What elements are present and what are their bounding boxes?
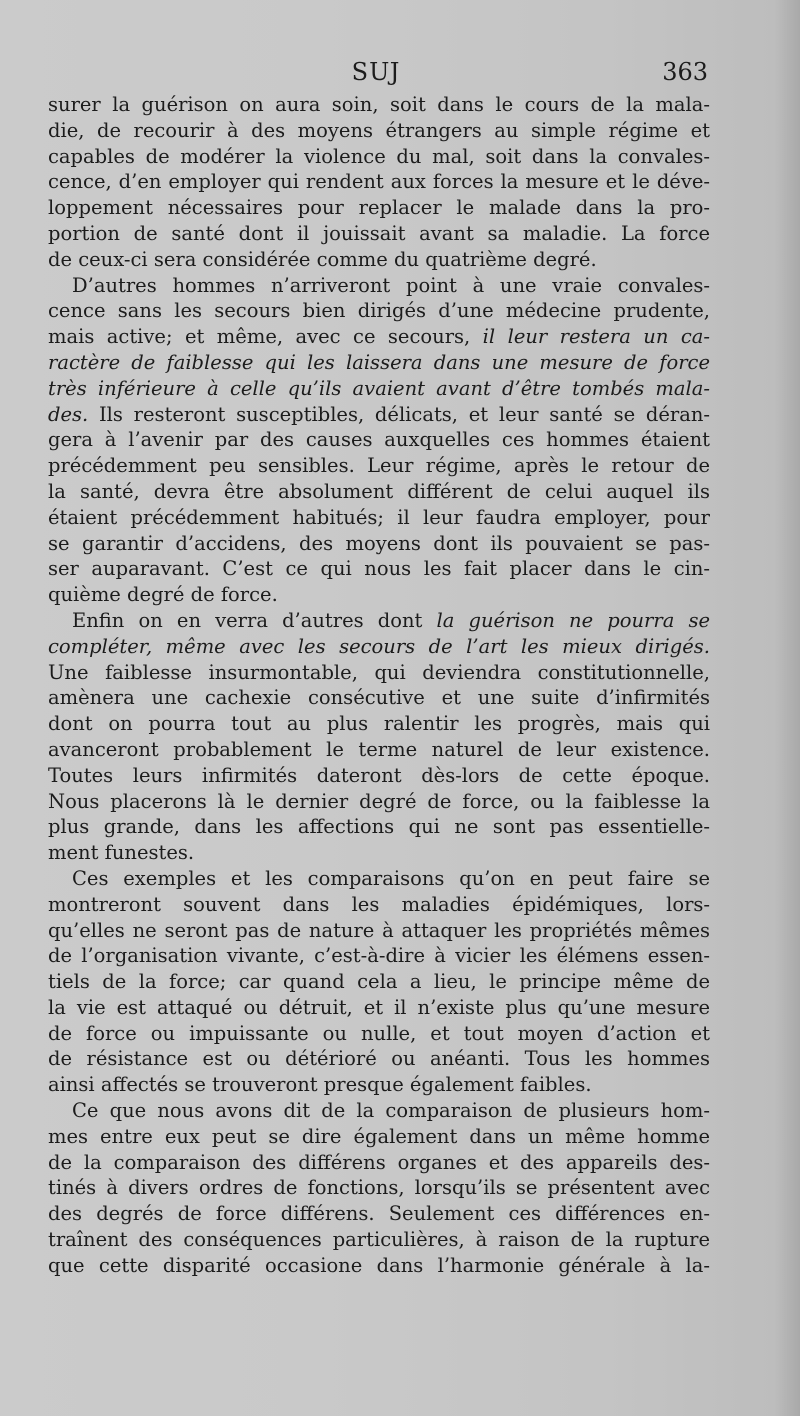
text-roman: cence, d’en employer qui rendent aux forces la mesure et le déve- <box>48 170 710 194</box>
text-line <box>48 789 710 815</box>
text-line <box>48 531 710 557</box>
text-roman: plus grande, dans les affections qui ne sont pas essentielle- <box>48 815 710 839</box>
text-line <box>48 453 710 479</box>
text-line <box>48 660 710 686</box>
text-line <box>48 427 710 453</box>
text-roman: précédemment peu sensibles. Leur régime, après le retour de <box>48 454 710 478</box>
text-line <box>48 995 710 1021</box>
running-head <box>44 58 708 90</box>
text-roman: ser auparavant. C’est ce qui nous les fait placer dans le cin- <box>48 557 710 581</box>
text-line <box>48 1227 710 1253</box>
text-italic: très inférieure à celle qu’ils avaient avant d’être tombés mala- <box>48 376 710 400</box>
text-roman: de ceux-ci sera considérée comme du quatrième degré. <box>48 247 597 271</box>
text-line <box>48 92 710 118</box>
text-roman: Une faiblesse insurmontable, qui deviendra constitutionnelle, <box>48 660 710 684</box>
text-line <box>48 840 710 866</box>
text-roman: de résistance est ou détérioré ou anéanti. Tous les hommes <box>48 1047 710 1071</box>
text-line <box>48 1175 710 1201</box>
text-roman: portion de santé dont il jouissait avant sa maladie. La force <box>48 221 710 245</box>
text-line <box>48 298 710 324</box>
text-roman: de la comparaison des différens organes et des appareils des- <box>48 1150 710 1174</box>
text-line <box>48 350 710 376</box>
text-line <box>48 608 710 634</box>
text-roman: ment funestes. <box>48 841 195 865</box>
text-roman: traînent des conséquences particulières, à raison de la rupture <box>48 1228 710 1252</box>
text-line <box>48 556 710 582</box>
text-roman: Ils resteront susceptibles, délicats, et leur santé se déran- <box>88 402 710 426</box>
text-roman: tiels de la force; car quand cela a lieu, le principe même de <box>48 970 710 994</box>
text-roman: avanceront probablement le terme naturel de leur existence. <box>48 737 710 761</box>
text-italic: la guérison ne pourra se <box>436 608 710 632</box>
text-roman: surer la guérison on aura soin, soit dans le cours de la mala- <box>48 93 710 116</box>
text-line <box>48 1253 710 1279</box>
text-roman: qu’elles ne seront pas de nature à attaquer les propriétés mêmes <box>48 918 710 942</box>
text-roman: capables de modérer la violence du mal, soit dans la convales- <box>48 144 710 168</box>
text-roman: mais active; et même, avec ce secours, <box>48 325 483 349</box>
text-roman: D’autres hommes n’arriveront point à une vraie convales- <box>72 273 710 297</box>
text-roman: mes entre eux peut se dire également dans un même homme <box>48 1124 710 1148</box>
text-roman: de force ou impuissante ou nulle, et tout moyen d’action et <box>48 1021 710 1045</box>
text-roman: étaient précédemment habitués; il leur faudra employer, pour <box>48 505 710 529</box>
text-line <box>48 634 710 660</box>
text-roman: de l’organisation vivante, c’est-à-dire à vicier les élémens essen- <box>48 944 710 968</box>
text-line <box>48 195 710 221</box>
text-roman: des degrés de force différens. Seulement ces différences en- <box>48 1202 710 1226</box>
text-line <box>48 711 710 737</box>
text-roman: amènera une cachexie consécutive et une suite d’infirmités <box>48 686 710 710</box>
text-roman: Nous placerons là le dernier degré de force, ou la faiblesse la <box>48 789 710 813</box>
text-roman: quième degré de force. <box>48 583 278 607</box>
text-line <box>48 376 710 402</box>
text-roman: ainsi affectés se trouveront presque également faibles. <box>48 1073 592 1097</box>
text-line <box>48 144 710 170</box>
text-line <box>48 1046 710 1072</box>
text-line <box>48 169 710 195</box>
text-line <box>48 1072 710 1098</box>
text-line <box>48 273 710 299</box>
text-roman: la santé, devra être absolument différent de celui auquel ils <box>48 479 710 503</box>
page-number: 363 <box>662 58 708 86</box>
text-line <box>48 943 710 969</box>
text-line <box>48 866 710 892</box>
text-line <box>48 892 710 918</box>
text-roman: se garantir d’accidens, des moyens dont ils pouvaient se pas- <box>48 531 710 555</box>
text-roman: la vie est attaqué ou détruit, et il n’existe plus qu’une mesure <box>48 995 710 1019</box>
running-title: SUJ <box>351 58 401 86</box>
text-line <box>48 814 710 840</box>
text-roman: Enfin on en verra d’autres dont <box>72 608 437 632</box>
text-roman: que cette disparité occasione dans l’harmonie générale à la- <box>48 1253 710 1277</box>
text-line <box>48 582 710 608</box>
text-italic: des. <box>48 402 89 426</box>
text-line <box>48 221 710 247</box>
text-line <box>48 324 710 350</box>
text-italic: compléter, même avec les secours de l’art les mieux dirigés. <box>48 634 710 658</box>
text-roman: montreront souvent dans les maladies épidémiques, lors- <box>48 892 710 916</box>
text-roman: loppement nécessaires pour replacer le malade dans la pro- <box>48 196 710 220</box>
text-line <box>48 118 710 144</box>
text-roman: cence sans les secours bien dirigés d’une médecine prudente, <box>48 299 710 323</box>
text-line <box>48 737 710 763</box>
text-line <box>48 1201 710 1227</box>
text-line <box>48 1150 710 1176</box>
text-line <box>48 479 710 505</box>
text-line <box>48 685 710 711</box>
text-line <box>48 1098 710 1124</box>
text-line <box>48 505 710 531</box>
text-line <box>48 1124 710 1150</box>
text-roman: dont on pourra tout au plus ralentir les progrès, mais qui <box>48 712 710 736</box>
text-line <box>48 1021 710 1047</box>
text-roman: Ces exemples et les comparaisons qu’on en peut faire se <box>72 866 710 890</box>
text-roman: gera à l’avenir par des causes auxquelles ces hommes étaient <box>48 428 710 452</box>
text-roman: Toutes leurs infirmités dateront dès-lors de cette époque. <box>48 763 710 787</box>
text-line <box>48 763 710 789</box>
text-line <box>48 247 710 273</box>
text-line <box>48 402 710 428</box>
text-roman: Ce que nous avons dit de la comparaison de plusieurs hom- <box>72 1099 710 1123</box>
body-text <box>48 92 710 1279</box>
text-italic: ractère de faiblesse qui les laissera dans une mesure de force <box>48 350 710 374</box>
text-roman: die, de recourir à des moyens étrangers au simple régime et <box>48 118 710 142</box>
text-line <box>48 969 710 995</box>
text-line <box>48 918 710 944</box>
text-italic: il leur restera un ca- <box>482 325 710 349</box>
text-roman: tinés à divers ordres de fonctions, lorsqu’ils se présentent avec <box>48 1176 710 1200</box>
